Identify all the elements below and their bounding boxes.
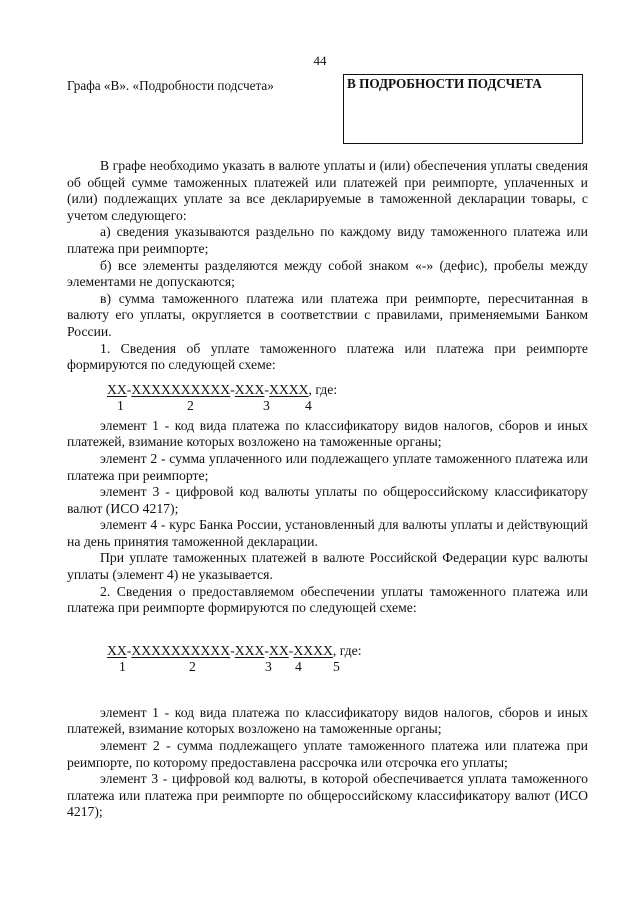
graph-title: Графа «В». «Подробности подсчета» (67, 78, 274, 93)
section1-schema (67, 382, 588, 418)
section1-schema-line: XX-XXXXXXXXXX-XXX-XXXX, где: (107, 381, 338, 397)
section2-schema-line: XX-XXXXXXXXXX-XXX-XX-XXXX, где: (107, 642, 362, 658)
page-number: 44 (313, 53, 327, 68)
section1-heading: 1. Сведения об уплате таможенного платежа или платежа при реимпорте формируются по следующей схеме: (67, 340, 588, 373)
field-box-label: В ПОДРОБНОСТИ ПОДСЧЕТА (347, 76, 542, 91)
section2-heading: 2. Сведения о предоставляемом обеспечении уплаты таможенного платежа или платежа при реимпорте формируются по следующей схеме: (67, 583, 588, 616)
s1-element-1: элемент 1 - код вида платежа по классификатору видов налогов, сборов и иных платежей, взимание которых возложено на таможенные органы; (67, 417, 588, 450)
intro-paragraph: В графе необходимо указать в валюте уплаты и (или) обеспечения уплаты сведения об общей сумме таможенных платежей или платежей при реимпорте, уплаченных и (или) подлежащих уплате за все декларируемые в таможенной декларации товары, с учетом следующего: (67, 158, 588, 223)
section2-schema (67, 643, 588, 679)
document-body (67, 158, 588, 821)
section1-schema-numbers: 1 2 3 4 (117, 398, 312, 414)
s2-element-1: элемент 1 - код вида платежа по классификатору видов налогов, сборов и иных платежей, взимание которых возложено на таможенные органы; (67, 704, 588, 737)
section2-schema-numbers: 1 2 3 4 5 (119, 659, 340, 675)
s1-note: При уплате таможенных платежей в валюте Российской Федерации курс валюты уплаты (элемент 4) не указывается. (67, 550, 588, 583)
rule-a: а) сведения указываются раздельно по каждому виду таможенного платежа или платежа при реимпорте; (67, 224, 588, 256)
s1-element-2: элемент 2 - сумма уплаченного или подлежащего уплате таможенного платежа или платежа при реимпорте; (67, 450, 588, 483)
s1-element-4: элемент 4 - курс Банка России, установленный для валюты уплаты и действующий на день принятия таможенной декларации. (67, 517, 588, 549)
s2-element-3: элемент 3 - цифровой код валюты, в которой обеспечивается уплата таможенного платежа или платежа при реимпорте по общероссийскому классификатору валют (ИСО 4217); (67, 771, 588, 820)
field-box (343, 74, 583, 144)
rule-b: б) все элементы разделяются между собой знаком «-» (дефис), пробелы между элементами не допускаются; (67, 257, 588, 290)
s2-element-2: элемент 2 - сумма подлежащего уплате таможенного платежа или платежа при реимпорте, по которому предоставлена рассрочка или отсрочка его уплаты; (67, 738, 588, 770)
s1-element-3: элемент 3 - цифровой код валюты уплаты по общероссийскому классификатору валют (ИСО 4217); (67, 484, 588, 516)
rule-c: в) сумма таможенного платежа или платежа при реимпорте, пересчитанная в валюту его уплаты, округляется в соответствии с правилами, применяемыми Банком России. (67, 290, 588, 339)
